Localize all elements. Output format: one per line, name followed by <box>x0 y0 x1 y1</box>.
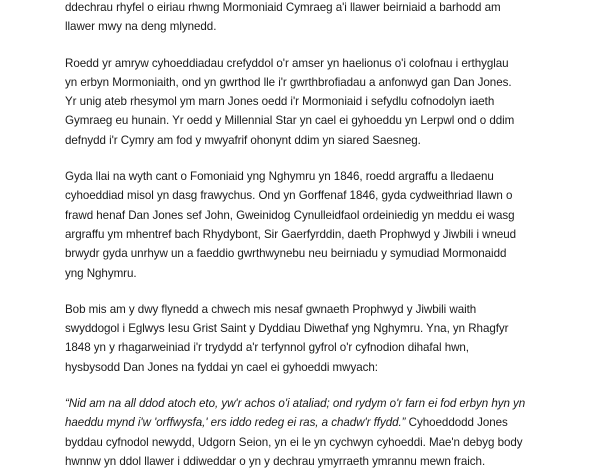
text-line: swyddogol i Eglwys Iesu Grist Saint y Dyddiau Diwethaf yng Nghymru. Yna, yn Rhagfyr <box>65 322 509 336</box>
text-line: cyhoeddiad misol yn dasg frawychus. Ond yn Gorffenaf 1846, gyda cydweithriad llawn o <box>65 189 513 203</box>
text-fragment: Cyhoeddodd Jones <box>405 416 508 430</box>
quote-line: “Nid am na all ddod atoch eto, yw'r achos o'i ataliad; ond rydym o'r farn ei fod erbyn hyn yn <box>65 397 526 411</box>
paragraph-2 <box>65 54 565 150</box>
text-line: Roedd yr amryw cyhoeddiadau crefyddol o'r amser yn haelionus o'i colofnau i erthyglau <box>65 56 509 70</box>
text-line: Yr unig ateb rhesymol ym marn Jones oedd i'r Mormoniaid i sefydlu cofnodolyn iaeth <box>65 95 495 109</box>
text-line: llawer mwy na deng mlynedd. <box>65 20 217 34</box>
text-line: Gymraeg eu hunain. Yr oedd y Millennial Star yn cael ei gyhoeddu yn Lerpwl ond o ddim <box>65 114 515 128</box>
paragraph-3 <box>65 167 565 283</box>
quote-line-mixed <box>65 413 565 432</box>
text-line: argraffu ym mhentref bach Rhydybont, Sir Gaerfyrddin, daeth Prophwyd y Jiwbili i wneud <box>65 227 517 241</box>
text-line: Bob mis am y dwy flynedd a chwech mis nesaf gwnaeth Prophwyd y Jiwbili waith <box>65 302 477 316</box>
document-body <box>65 0 565 471</box>
text-line: defnydd i'r Cymry am fod y mwyafrif ohonynt ddim yn siared Saesneg. <box>65 133 421 147</box>
text-line: brwydr gyda unrhyw un a faeddio gwrthwynebu neu beirniadu y symudiad Mormonaidd <box>65 247 507 261</box>
paragraph-4 <box>65 300 565 377</box>
text-line: yng Nghymru. <box>65 266 137 280</box>
text-line: hwnnw yn ddol llawer i ddiweddar o yn y dechrau ymyrraeth ymrannu mewn fraich. <box>65 454 486 468</box>
paragraph-quote <box>65 394 565 471</box>
text-line: yn erbyn Mormoniaith, ond yn gwrthod lle i'r gwrthbrofiadau a anfonwyd gan Dan Jones. <box>65 75 512 89</box>
quote-text: haeddu mynd i'w 'orffwysfa,' ers iddo redeg ei ras, a chadw'r ffydd.” <box>65 416 406 430</box>
text-line: frawd henaf Dan Jones sef John, Gweinidog Cynulleidfaol ordeiniedig yn meddu ei wasg <box>65 208 515 222</box>
text-line: 1848 yn y rhagarweiniad i'r trydydd a'r terfynnol gyfrol o'r cyfnodion dihafal hwn, <box>65 341 469 355</box>
text-line: hysbysodd Dan Jones na fyddai yn cael ei gyhoeddi mwyach: <box>65 360 378 374</box>
text-line: Gyda llai na wyth cant o Fomoniaid yng Nghymru yn 1846, roedd argraffu a lledaenu <box>65 170 494 184</box>
text-line: ddechrau rhyfel o eiriau rhwng Mormoniaid Cymraeg a'i llawer beirniaid a barhodd am <box>65 1 501 14</box>
text-line: byddau cyfnodol newydd, Udgorn Seion, yn ei le yn cychwyn cyhoeddi. Mae'n debyg body <box>65 435 523 449</box>
paragraph-1 <box>65 0 565 37</box>
